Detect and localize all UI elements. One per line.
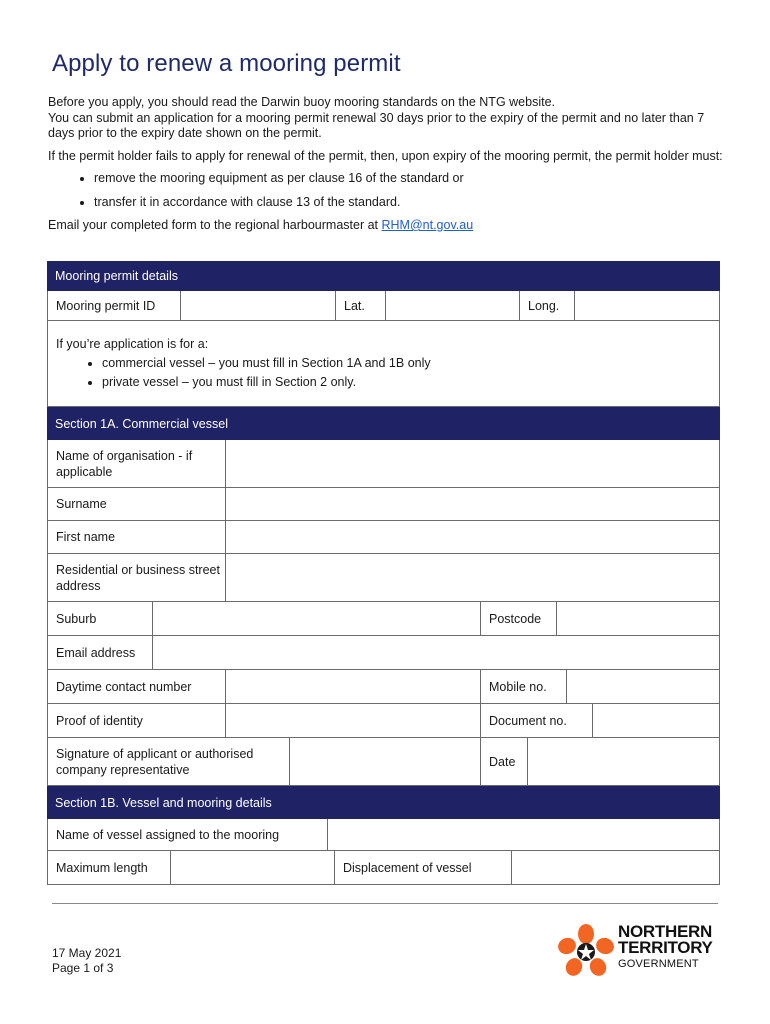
section-header-label: Section 1B. Vessel and mooring details <box>55 795 272 810</box>
surname-row <box>47 488 720 521</box>
intro-p1: Before you apply, you should read the Darwin buoy mooring standards on the NTG website. <box>48 95 555 109</box>
permit-id-label: Mooring permit ID <box>56 298 156 313</box>
email-label: Email address <box>56 645 136 660</box>
daytime-contact-row <box>47 670 720 704</box>
lat-label: Lat. <box>335 291 385 320</box>
signature-field[interactable] <box>289 738 480 785</box>
displacement-field[interactable] <box>511 851 719 884</box>
mobile-field[interactable] <box>566 670 719 703</box>
first-name-row <box>47 521 720 554</box>
section-header-label: Mooring permit details <box>55 269 178 283</box>
signature-row <box>47 738 720 786</box>
first-name-label: First name <box>56 530 116 544</box>
displacement-label: Displacement of vessel <box>334 851 511 884</box>
page-title: Apply to renew a mooring permit <box>52 50 401 77</box>
section-header-permit <box>47 261 720 291</box>
intro-paragraph-3: If the permit holder fails to apply for renewal of the permit, then, upon expiry of the mooring permit, the permit holder must: <box>48 148 723 163</box>
organisation-row <box>47 440 720 488</box>
surname-field[interactable] <box>225 488 719 520</box>
daytime-contact-field[interactable] <box>225 670 480 703</box>
address-row <box>47 554 720 602</box>
logo-wordmark <box>618 924 713 956</box>
vessel-size-row <box>47 851 720 885</box>
postcode-field[interactable] <box>556 602 719 635</box>
logo-line-1: NORTHERN <box>618 922 712 941</box>
lat-field[interactable] <box>385 291 519 320</box>
section-header-1b <box>47 786 720 819</box>
suburb-field[interactable] <box>152 602 480 635</box>
application-form <box>47 261 720 885</box>
signature-label: Signature of applicant or authorised company representative <box>56 746 254 777</box>
organisation-label: Name of organisation - if applicable <box>56 448 193 479</box>
footer-info <box>52 946 121 976</box>
intro-bullets <box>48 171 723 210</box>
intro-bullet: • transfer it in accordance with clause 13 of the standard. <box>94 195 723 211</box>
application-type-info <box>47 321 720 407</box>
suburb-label: Suburb <box>56 611 97 626</box>
vessel-name-field[interactable] <box>327 819 719 850</box>
max-length-field[interactable] <box>170 851 334 884</box>
permit-row <box>47 291 720 321</box>
identity-label: Proof of identity <box>56 713 143 728</box>
identity-row <box>47 704 720 738</box>
logo-line-2: TERRITORY <box>618 938 713 957</box>
permit-id-field[interactable] <box>180 291 335 320</box>
info-bullet: • commercial vessel – you must fill in Section 1A and 1B only <box>102 354 711 373</box>
address-field[interactable] <box>225 554 719 601</box>
vessel-name-label: Name of vessel assigned to the mooring <box>56 827 280 842</box>
date-label: Date <box>480 738 527 785</box>
email-link[interactable]: RHM@nt.gov.au <box>381 218 474 232</box>
nt-flower-icon <box>556 922 616 978</box>
logo-line-3: GOVERNMENT <box>618 958 699 970</box>
max-length-label: Maximum length <box>56 860 148 875</box>
footer-divider <box>52 903 718 904</box>
daytime-contact-label: Daytime contact number <box>56 679 192 694</box>
intro-p2: You can submit an application for a mooring permit renewal 30 days prior to the expiry of the permit and no later than 7 days prior to the expiry date shown on the permit. <box>48 110 705 140</box>
vessel-name-row <box>47 819 720 851</box>
section-header-label: Section 1A. Commercial vessel <box>55 416 228 431</box>
section-header-1a <box>47 407 720 440</box>
surname-label: Surname <box>56 497 107 511</box>
postcode-label: Postcode <box>480 602 556 635</box>
info-bullets <box>56 354 711 392</box>
intro-text <box>48 95 723 241</box>
email-prefix: Email your completed form to the regional harbourmaster at <box>48 218 382 232</box>
identity-field[interactable] <box>225 704 480 737</box>
intro-bullet: • remove the mooring equipment as per clause 16 of the standard or <box>94 171 723 187</box>
long-field[interactable] <box>574 291 719 320</box>
email-instruction <box>48 218 723 234</box>
address-label: Residential or business street address <box>56 562 220 593</box>
mobile-label: Mobile no. <box>480 670 566 703</box>
first-name-field[interactable] <box>225 521 719 553</box>
nt-government-logo <box>556 922 720 978</box>
organisation-field[interactable] <box>225 440 719 487</box>
footer-page-number: Page 1 of 3 <box>52 961 114 975</box>
document-label: Document no. <box>480 704 592 737</box>
date-field[interactable] <box>527 738 719 785</box>
info-intro: If you’re application is for a: <box>56 337 209 351</box>
footer-date: 17 May 2021 <box>52 946 122 960</box>
long-label: Long. <box>519 291 574 320</box>
email-row <box>47 636 720 670</box>
suburb-row <box>47 602 720 636</box>
info-bullet: • private vessel – you must fill in Section 2 only. <box>102 373 711 392</box>
email-field[interactable] <box>152 636 719 669</box>
intro-paragraph-1 <box>48 95 723 142</box>
document-field[interactable] <box>592 704 719 737</box>
